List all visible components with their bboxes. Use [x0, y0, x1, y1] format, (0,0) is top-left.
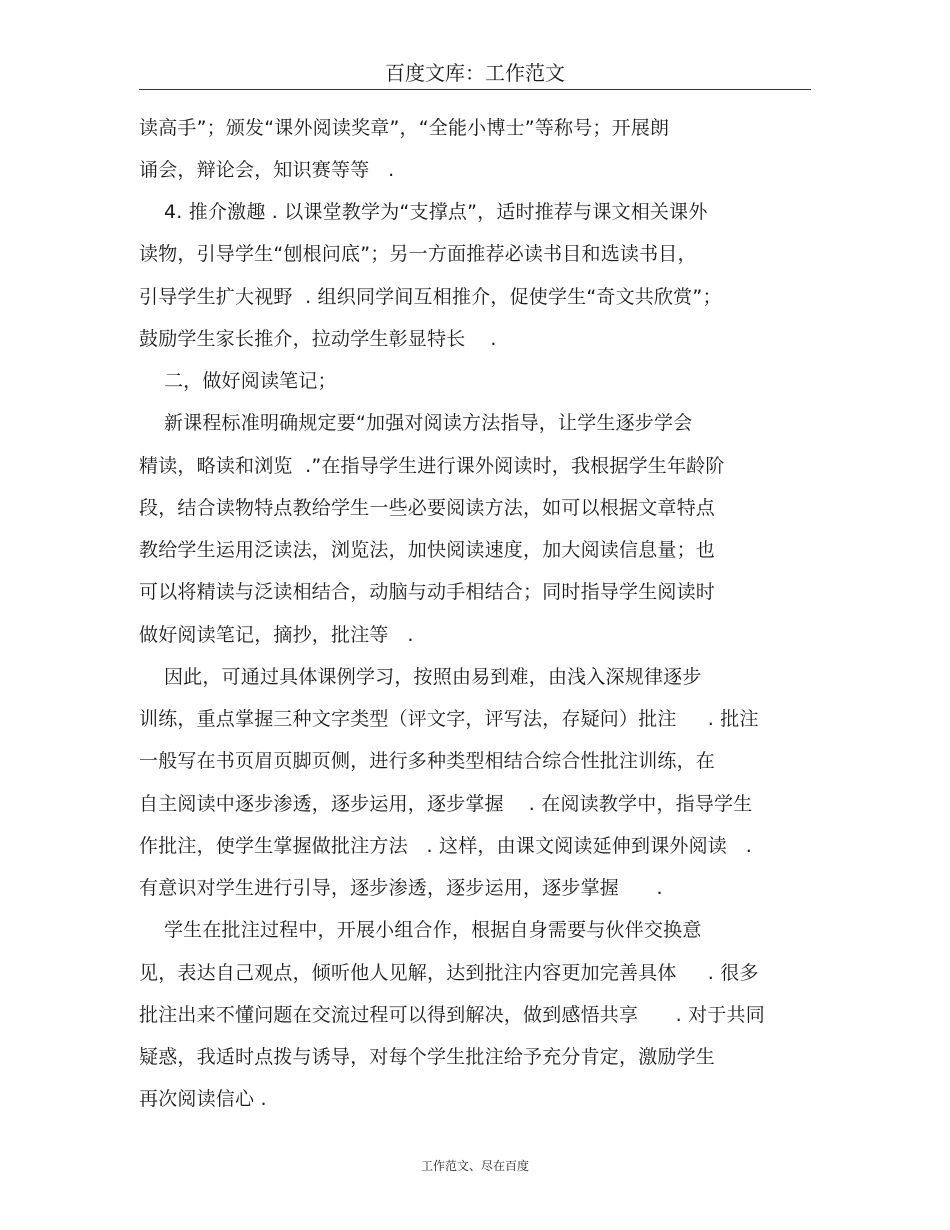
- text-line: 训练，重点掌握三种文字类型（评文字，评写法，存疑问）批注 . 批注: [139, 708, 759, 730]
- section-heading: 二，做好阅读笔记；: [139, 370, 337, 392]
- text-line: 见，表达自己观点，倾听他人见解，达到批注内容更加完善具体 . 很多: [139, 962, 759, 984]
- page-header-title: 百度文库：工作范文: [385, 61, 565, 85]
- text-line: 一般写在书页眉页脚页侧，进行多种类型相结合综合性批注训练，在: [139, 750, 716, 772]
- text-line: 读物，引导学生“刨根问底”；另一方面推荐必读书目和选读书目，: [139, 243, 697, 265]
- text-line: 精读，略读和浏览 .”在指导学生进行课外阅读时，我根据学生年龄阶: [139, 455, 725, 477]
- text-line: 新课程标准明确规定要“加强对阅读方法指导，让学生逐步学会: [139, 412, 693, 434]
- text-line: 批注出来不懂问题在交流过程可以得到解决，做到感悟共享 . 对于共同: [139, 1004, 765, 1026]
- text-line: 段，结合读物特点教给学生一些必要阅读方法，如可以根据文章特点: [139, 497, 716, 519]
- header-divider: [139, 89, 811, 90]
- text-line: 4. 推介激趣 . 以课堂教学为“支撑点”，适时推荐与课文相关课外: [139, 201, 708, 223]
- text-line: 再次阅读信心 .: [139, 1088, 267, 1110]
- text-line: 作批注，使学生掌握做批注方法 . 这样，由课文阅读延伸到课外阅读 .: [139, 835, 752, 857]
- text-line: 因此，可通过具体课例学习，按照由易到难，由浅入深规律逐步: [139, 666, 702, 688]
- text-line: 鼓励学生家长推介，拉动学生彰显特长 .: [139, 328, 497, 350]
- text-line: 读高手”；颁发“课外阅读奖章”，“全能小博士”等称号；开展朗: [139, 117, 670, 139]
- text-line: 疑惑，我适时点拨与诱导，对每个学生批注给予充分肯定，激励学生: [139, 1046, 716, 1068]
- page-footer: 工作范文、尽在百度: [420, 1159, 529, 1173]
- text-line: 自主阅读中逐步渗透，逐步运用，逐步掌握 . 在阅读教学中，指导学生: [139, 793, 753, 815]
- text-line: 引导学生扩大视野 . 组织同学间互相推介，促使学生“奇文共欣赏”；: [139, 286, 722, 308]
- text-line: 做好阅读笔记，摘抄，批注等 .: [139, 624, 414, 646]
- text-line: 可以将精读与泛读相结合，动脑与动手相结合；同时指导学生阅读时: [139, 581, 716, 603]
- text-line: 学生在批注过程中，开展小组合作，根据自身需要与伙伴交换意: [139, 919, 702, 941]
- text-line: 教给学生运用泛读法，浏览法，加快阅读速度，加大阅读信息量；也: [139, 539, 716, 561]
- text-line: 诵会，辩论会，知识赛等等 .: [139, 159, 395, 181]
- text-line: 有意识对学生进行引导，逐步渗透，逐步运用，逐步掌握 .: [139, 877, 663, 899]
